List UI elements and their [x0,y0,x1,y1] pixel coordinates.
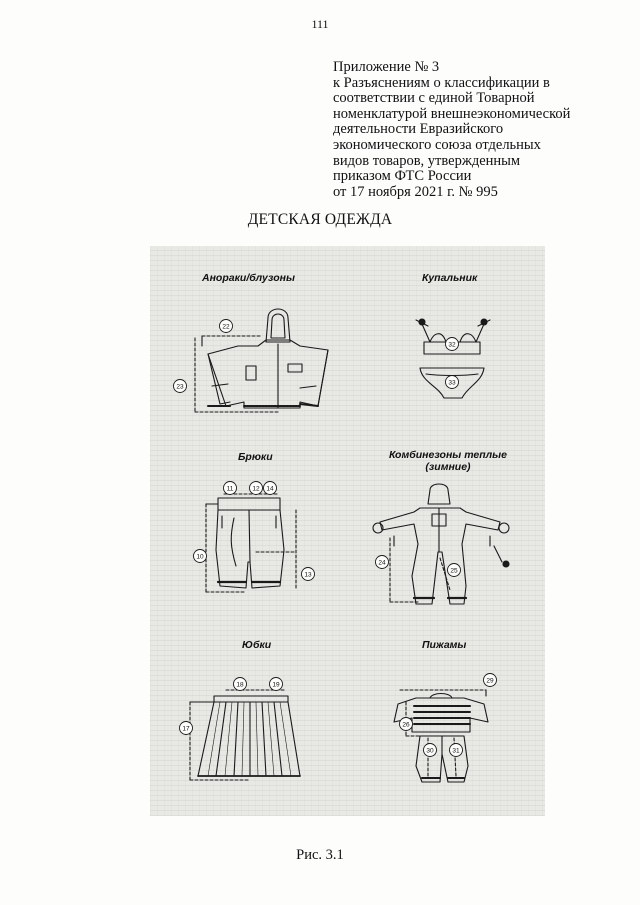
label-overalls [386,449,510,473]
annex-line: соответствии с единой Товарной [333,90,535,107]
anorak-drawing [195,309,328,412]
document-title: ДЕТСКАЯ ОДЕЖДА [247,211,393,228]
annex-line: видов товаров, утвержденным [333,152,521,169]
marker-19-label: 19 [272,681,280,689]
figure-caption: Рис. 3.1 [296,847,344,863]
marker-23-label: 23 [176,383,184,391]
annex-line: от 17 ноября 2021 г. № 995 [333,183,498,200]
trousers-drawing [206,494,296,592]
marker-18-label: 18 [236,681,244,689]
marker-33-label: 33 [448,379,456,387]
marker-17-label: 17 [182,725,190,733]
label-swimsuit: Купальник [422,272,478,284]
label-anoraks: Анораки/блузоны [202,272,295,284]
annex-line: приказом ФТС России [333,168,472,185]
garment-drawings [150,246,545,816]
label-overalls-line2: (зимние) [425,461,471,473]
marker-25-label: 25 [450,567,458,575]
pajamas-drawing [394,690,488,782]
marker-10-label: 10 [196,553,204,561]
label-trousers: Брюки [238,451,273,463]
marker-24-label: 24 [378,559,386,567]
marker-29-label: 29 [486,677,494,685]
skirt-drawing [190,690,300,780]
marker-13-label: 13 [304,571,312,579]
overalls-drawing [373,484,509,604]
marker-32-label: 32 [448,341,456,349]
marker-26-label: 26 [402,721,410,729]
annex-line: экономического союза отдельных [333,136,541,153]
marker-14-label: 14 [266,485,274,493]
annex-line: деятельности Евразийского [333,121,504,138]
annex-line: к Разъяснениям о классификации в [333,74,550,91]
annex-line: номенклатурой внешнеэкономической [333,105,571,122]
label-pajamas: Пижамы [422,639,467,651]
page-number: 111 [311,17,329,31]
marker-11-label: 11 [226,485,234,493]
marker-30-label: 30 [426,747,434,755]
label-skirts: Юбки [242,639,272,651]
annex-header [333,60,633,200]
marker-12-label: 12 [252,485,260,493]
figure-plate [150,246,545,816]
label-overalls-line1: Комбинезоны теплые [389,449,507,461]
marker-22-label: 22 [222,323,230,331]
annex-line: Приложение № 3 [333,59,440,75]
marker-31-label: 31 [452,747,460,755]
